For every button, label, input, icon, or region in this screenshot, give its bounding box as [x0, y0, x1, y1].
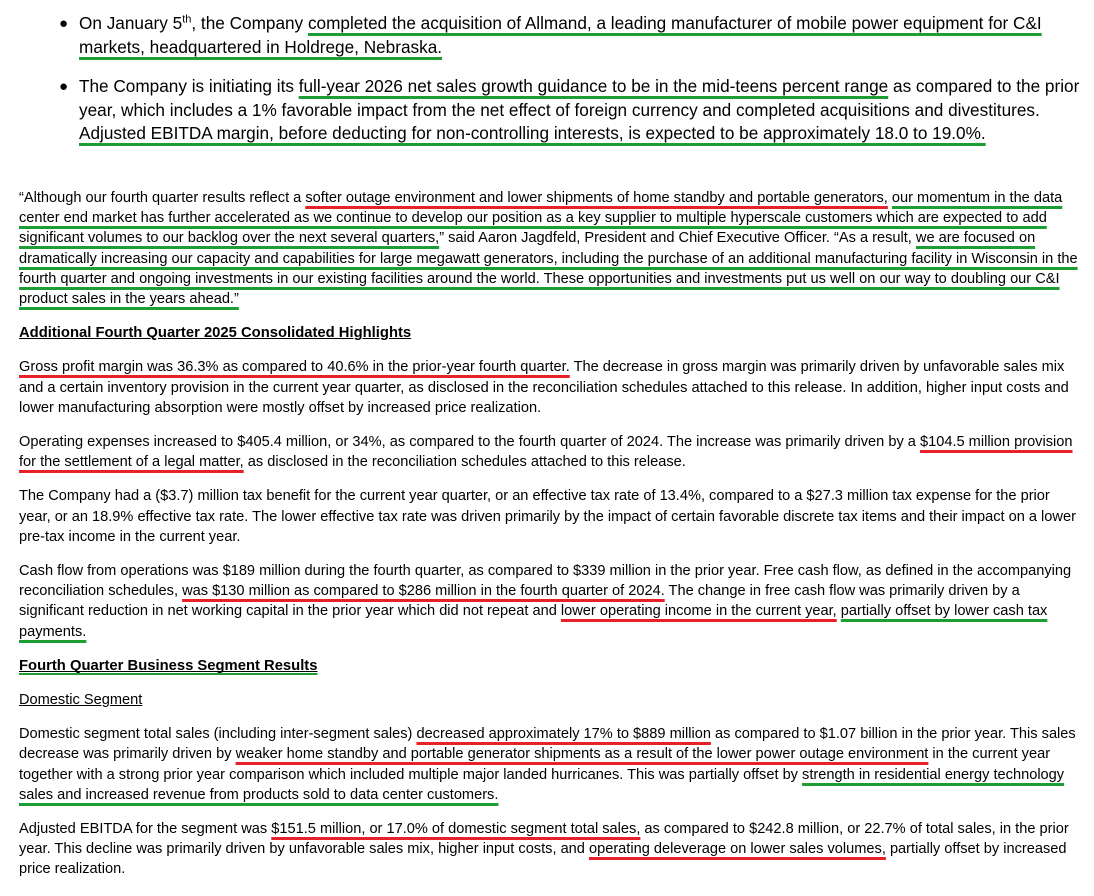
tax-paragraph: The Company had a ($3.7) million tax benefit for the current year quarter, or an effective tax rate of 13.4%, compared to a $27.3 million tax expense for the prior year, or an 18.9% effective tax rate. The lower effective tax rate was driven primarily by the impact of certain favorable discrete tax items and their impact on a lower pre-tax income in the current year. — [19, 488, 1076, 545]
bullet-text: , the Company — [191, 13, 308, 33]
green-underlined-text: partially offset by lower cash tax payments. — [19, 603, 1048, 640]
text: Operating expenses increased to $405.4 million, or 34%, as compared to the fourth quarter of 2024. The increase was primarily driven by a — [19, 434, 920, 451]
green-underlined-heading: Fourth Quarter Business Segment Results — [19, 657, 318, 674]
text: as disclosed in the reconciliation schedules attached to this release. — [243, 454, 686, 471]
text: Domestic segment total sales (including inter-segment sales) — [19, 726, 417, 743]
text: “Although our fourth quarter results reflect a — [19, 190, 306, 206]
operating-expenses-paragraph — [19, 432, 1081, 472]
bullet-dot-icon: ● — [59, 15, 69, 32]
bullet-guidance — [60, 75, 1080, 146]
section-heading-consolidated: Additional Fourth Quarter 2025 Consolidated Highlights — [19, 325, 412, 342]
red-underlined-text: decreased approximately 17% to $889 million — [416, 726, 711, 743]
green-underlined-text: strength in residential energy technology sales and increased revenue from products sold to data center customers. — [19, 766, 1065, 803]
text: as compared to $1.07 billion in the prior year. This sales decrease was primarily driven by — [19, 726, 1076, 763]
ceo-quote-paragraph — [19, 188, 1081, 309]
section-heading-segments — [19, 656, 1081, 676]
text: Cash flow from operations was $189 million during the fourth quarter, as compared to $339 million in the prior year. Free cash flow, as defined in the accompanying reconciliation schedules, — [19, 563, 1072, 600]
gross-margin-paragraph — [19, 357, 1081, 418]
cash-flow-paragraph — [19, 561, 1081, 642]
text: ” said Aaron Jagdfeld, President and Chief Executive Officer. “As a result, — [439, 230, 916, 247]
bullet-text: The Company is initiating its — [79, 76, 299, 96]
text: in the current year together with a strong prior year comparison which included multiple major landed hurricanes. This was partially offset by — [19, 746, 1051, 783]
red-underlined-text: $151.5 million, or 17.0% of domestic segment total sales, — [271, 821, 641, 838]
document-body — [19, 188, 1081, 894]
bullet-acquisition — [60, 12, 1080, 59]
text: partially offset by increased price realization. — [19, 841, 1067, 878]
bullet-text: as compared to the prior year, which includes a 1% favorable impact from the net effect of foreign currency and completed acquisitions and divestitures. — [79, 76, 1080, 120]
text: as compared to $242.8 million, or 22.7% of total sales, in the prior year. This decline was primarily driven by unfavorable sales mix, higher input costs, and — [19, 821, 1069, 858]
text: The change in free cash flow was primarily driven by a significant reduction in net working capital in the prior year which did not repeat and — [19, 583, 1020, 620]
green-underlined-text: we are focused on dramatically increasing our capacity and capabilities for large megawatt generators, including the purchase of an additional manufacturing facility in Wisconsin in the fourth quarter and ongoing investments in our existing facilities around the world. These opportunities and investments put us well on our way to doubling our C&I product sales in the years ahead.” — [19, 230, 1078, 308]
bullet-dot-icon: ● — [59, 78, 69, 95]
highlights-list — [60, 12, 1080, 162]
red-underlined-text: was $130 million as compared to $286 million in the fourth quarter of 2024. — [182, 583, 665, 600]
text: Adjusted EBITDA for the segment was — [19, 821, 272, 838]
red-underlined-text: operating deleverage on lower sales volumes, — [588, 841, 886, 858]
ordinal-suffix: th — [182, 13, 192, 26]
green-underlined-text: completed the acquisition of Allmand, a leading manufacturer of mobile power equipment for C&I markets, headquartered in Holdrege, Nebraska. — [79, 13, 1042, 57]
green-underlined-text: Adjusted EBITDA margin, before deducting for non-controlling interests, is expected to be approximately 18.0 to 19.0%. — [79, 123, 986, 143]
domestic-sales-paragraph — [19, 724, 1081, 805]
red-underlined-text: softer outage environment and lower shipments of home standby and portable generators, — [305, 190, 888, 206]
red-underlined-text: lower operating income in the current year, — [560, 603, 837, 620]
bullet-text: On January 5 — [79, 13, 183, 33]
red-underlined-text: $104.5 million provision for the settlement of a legal matter, — [19, 434, 1073, 471]
green-underlined-text: our momentum in the data center end market has further accelerated as we continue to develop our position as a key supplier to multiple hyperscale customers which are expected to add significant volumes to our backlog over the next several quarters, — [19, 190, 1063, 247]
domestic-ebitda-paragraph — [19, 819, 1081, 880]
red-underlined-text: weaker home standby and portable generator shipments as a result of the lower power outage environment — [235, 746, 929, 763]
subheading-domestic-segment: Domestic Segment — [19, 692, 143, 709]
green-underlined-text: full-year 2026 net sales growth guidance to be in the mid-teens percent range — [298, 76, 889, 96]
text: The decrease in gross margin was primarily driven by unfavorable sales mix and a certain inventory provision in the current year quarter, as disclosed in the reconciliation schedules attached to this release. In addition, higher input costs and lower manufacturing absorption were mostly offset by increased price realization. — [19, 359, 1069, 416]
red-underlined-text: Gross profit margin was 36.3% as compared to 40.6% in the prior-year fourth quarter. — [19, 359, 570, 376]
